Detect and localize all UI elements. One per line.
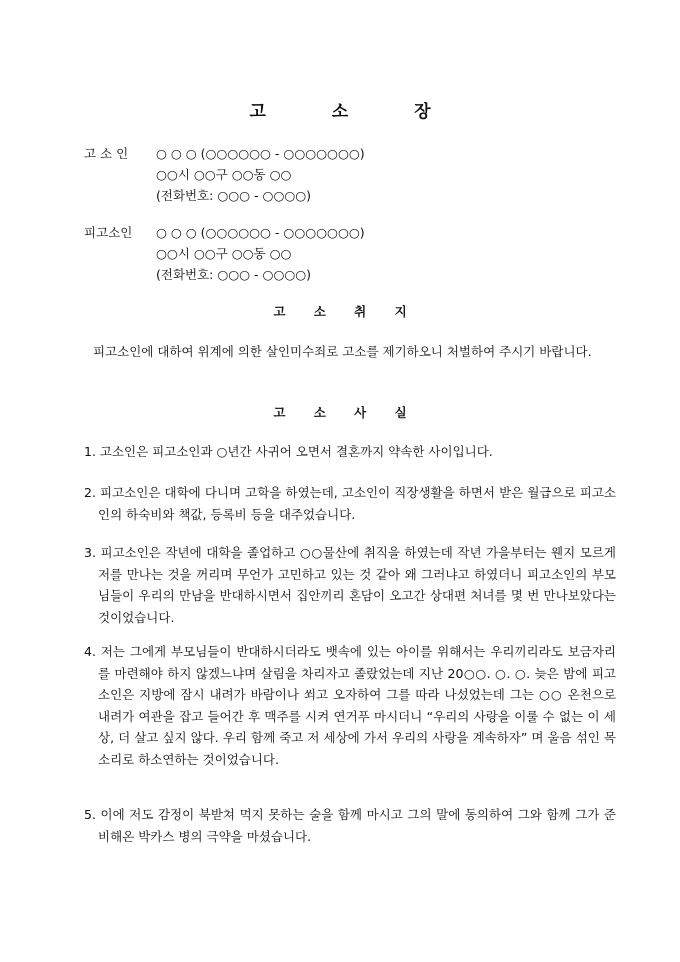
accused-address: ○○시 ○○구 ○○동 ○○ [156, 246, 292, 261]
complainant-phone: (전화번호: ○○○ - ○○○○) [156, 188, 312, 203]
complainant-name: ○ ○ ○ (○○○○○○ - ○○○○○○○) [156, 146, 365, 161]
fact-item: 4. 저는 그에게 부모님들이 반대하시더라도 뱃속에 있는 아이를 위해서는 우리끼리라도 보금자리를 마련해야 하지 않겠느냐며 살림을 차리자고 졸랐었는데 지난 20○○. ○. ○. 늦은 밤에 피고소인은 지방에 잠시 내려가 바람이나 쐬고 오자하여 그를 따라 나섰었는데 그는 ○○ 온천으로 내려가 여관을 잡고 들어간 후 맥주를 시켜 연거푸 마시더니 “우리의 사랑을 이룰 수 없는 이 세상, 더 살고 싶지 않다. 우리 함께 죽고 저 세상에 가서 우리의 사랑을 계속하자” 며 울음 섞인 목소리로 하소연하는 것이었습니다. [84, 644, 616, 767]
purpose-heading: 고 소 취 지 [273, 304, 419, 319]
fact-item: 1. 고소인은 피고소인과 ○년간 사귀어 오면서 결혼까지 약속한 사이입니다. [84, 444, 493, 459]
fact-item: 5. 이에 저도 감정이 북받쳐 먹지 못하는 술을 함께 마시고 그의 말에 동의하여 그와 함께 그가 준비해온 박카스 병의 극약을 마셨습니다. [84, 807, 616, 844]
accused-phone: (전화번호: ○○○ - ○○○○) [156, 267, 312, 282]
complainant-address: ○○시 ○○구 ○○동 ○○ [156, 167, 292, 182]
facts-heading: 고 소 사 실 [273, 405, 419, 420]
fact-item: 2. 피고소인은 대학에 다니며 고학을 하였는데, 고소인이 직장생활을 하면서 받은 월급으로 피고소인의 하숙비와 책값, 등록비 등을 대주었습니다. [84, 485, 616, 522]
fact-item: 3. 피고소인은 작년에 대학을 졸업하고 ○○물산에 취직을 하였는데 작년 가을부터는 웬지 모르게 저를 만나는 것을 꺼리며 무언가 고민하고 있는 것 같아 왜 그러냐고 하였더니 피고소인의 부모님들이 우리의 만남을 반대하시면서 집안끼리 혼담이 오고간 상대편 처녀를 몇 번 만나보았다는 것이었습니다. [84, 545, 616, 625]
accused-name: ○ ○ ○ (○○○○○○ - ○○○○○○○) [156, 225, 365, 240]
complainant-role: 고 소 인 [84, 146, 129, 161]
accused-role: 피고소인 [84, 225, 133, 240]
document-title: 고 소 장 [249, 102, 461, 122]
purpose-text: 피고소인에 대하여 위계에 의한 살인미수죄로 고소를 제기하오니 처벌하여 주시기 바랍니다. [93, 344, 592, 359]
